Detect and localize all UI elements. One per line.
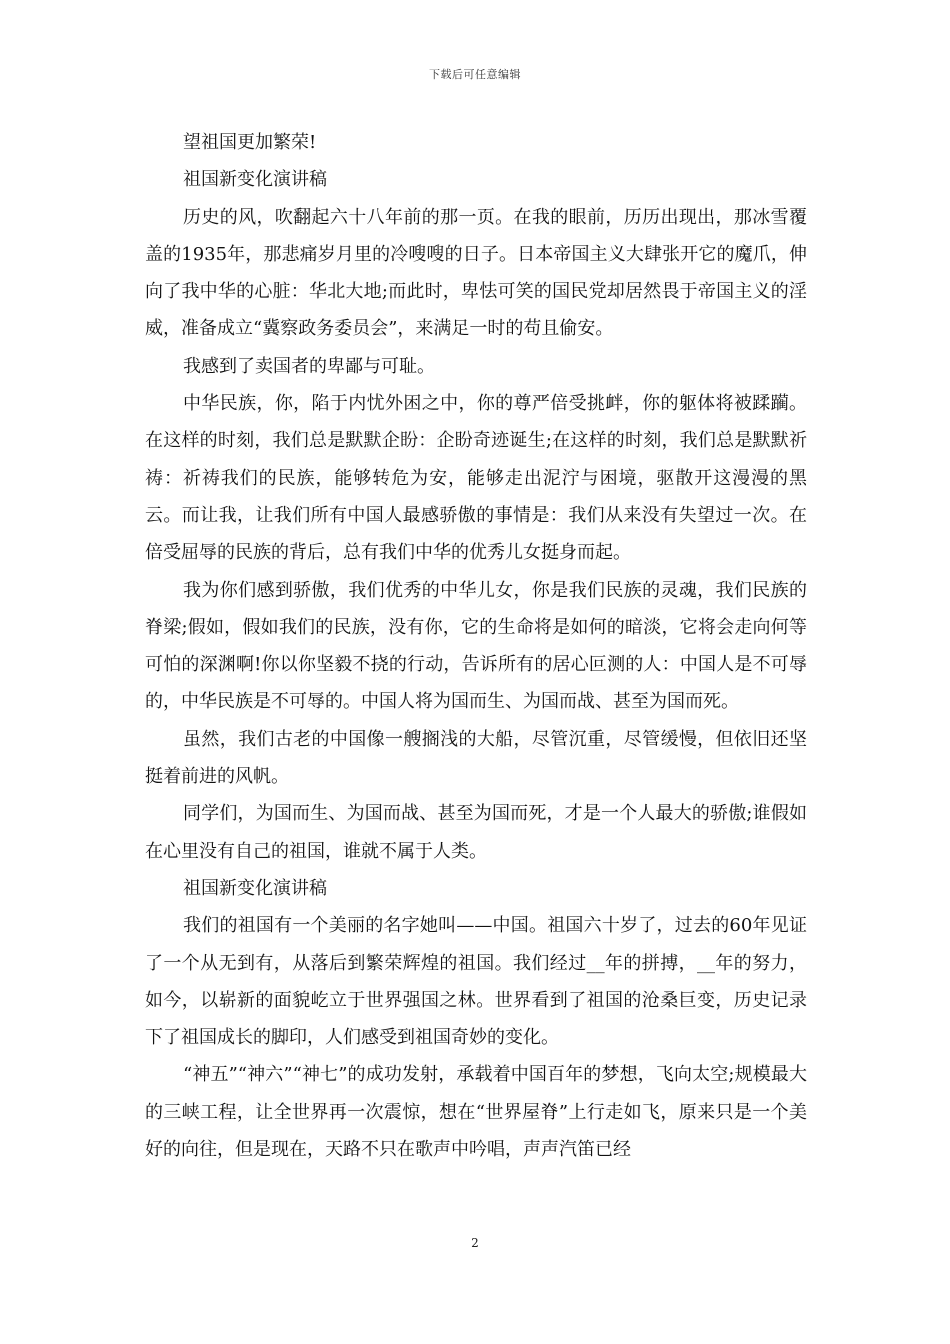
section-title: 祖国新变化演讲稿: [183, 169, 327, 191]
paragraph: 中华民族，你，陷于内忧外困之中，你的尊严倍受挑衅，你的躯体将被蹂躏。在这样的时刻，我们总是默默企盼：企盼奇迹诞生;在这样的时刻，我们总是默默祈祷：祈祷我们的民族，能够转危为安，能够走出泥泞与困境，驱散开这漫漫的黑云。而让我，让我们所有中国人最感骄傲的事情是：我们从来没有失望过一次。在倍受屈辱的民族的背后，总有我们中华的优秀儿女挺身而起。: [145, 393, 807, 564]
page-number: 2: [471, 1236, 479, 1250]
paragraph: 我感到了卖国者的卑鄙与可耻。: [183, 355, 435, 377]
paragraph: 虽然，我们古老的中国像一艘搁浅的大船，尽管沉重，尽管缓慢，但依旧还坚挺着前进的风帆。: [145, 728, 807, 788]
paragraph: “神五”“神六”“神七”的成功发射，承载着中国百年的梦想，飞向太空;规模最大的三峡工程，让全世界再一次震惊，想在“世界屋脊”上行走如飞，原来只是一个美好的向往，但是现在，天路不只在歌声中吟唱，声声汽笛已经: [145, 1064, 807, 1161]
paragraph: 我们的祖国有一个美丽的名字她叫——中国。祖国六十岁了，过去的60年见证了一个从无到有，从落后到繁荣辉煌的祖国。我们经过__年的拼搏，__年的努力，如今，以崭新的面貌屹立于世界强国之林。世界看到了祖国的沧桑巨变，历史记录下了祖国成长的脚印，人们感受到祖国奇妙的变化。: [145, 915, 807, 1049]
page-header: 下载后可任意编辑: [429, 68, 521, 81]
document-body: [145, 124, 807, 1168]
section-title: 祖国新变化演讲稿: [183, 877, 327, 899]
paragraph: 我为你们感到骄傲，我们优秀的中华儿女，你是我们民族的灵魂，我们民族的脊梁;假如，假如我们的民族，没有你，它的生命将是如何的暗淡，它将会走向何等可怕的深渊啊!你以你坚毅不挠的行动，告诉所有的居心叵测的人：中国人是不可辱的，中华民族是不可辱的。中国人将为国而生、为国而战、甚至为国而死。: [145, 579, 807, 713]
paragraph: 望祖国更加繁荣!: [183, 132, 317, 153]
paragraph: 同学们，为国而生、为国而战、甚至为国而死，才是一个人最大的骄傲;谁假如在心里没有自己的祖国，谁就不属于人类。: [145, 803, 807, 862]
paragraph: 历史的风，吹翻起六十八年前的那一页。在我的眼前，历历出现出，那冰雪覆盖的1935年，那悲痛岁月里的冷嗖嗖的日子。日本帝国主义大肆张开它的魔爪，伸向了我中华的心脏：华北大地;而此时，卑怯可笑的国民党却居然畏于帝国主义的淫威，准备成立“冀察政务委员会”，来满足一时的苟且偷安。: [145, 206, 807, 340]
